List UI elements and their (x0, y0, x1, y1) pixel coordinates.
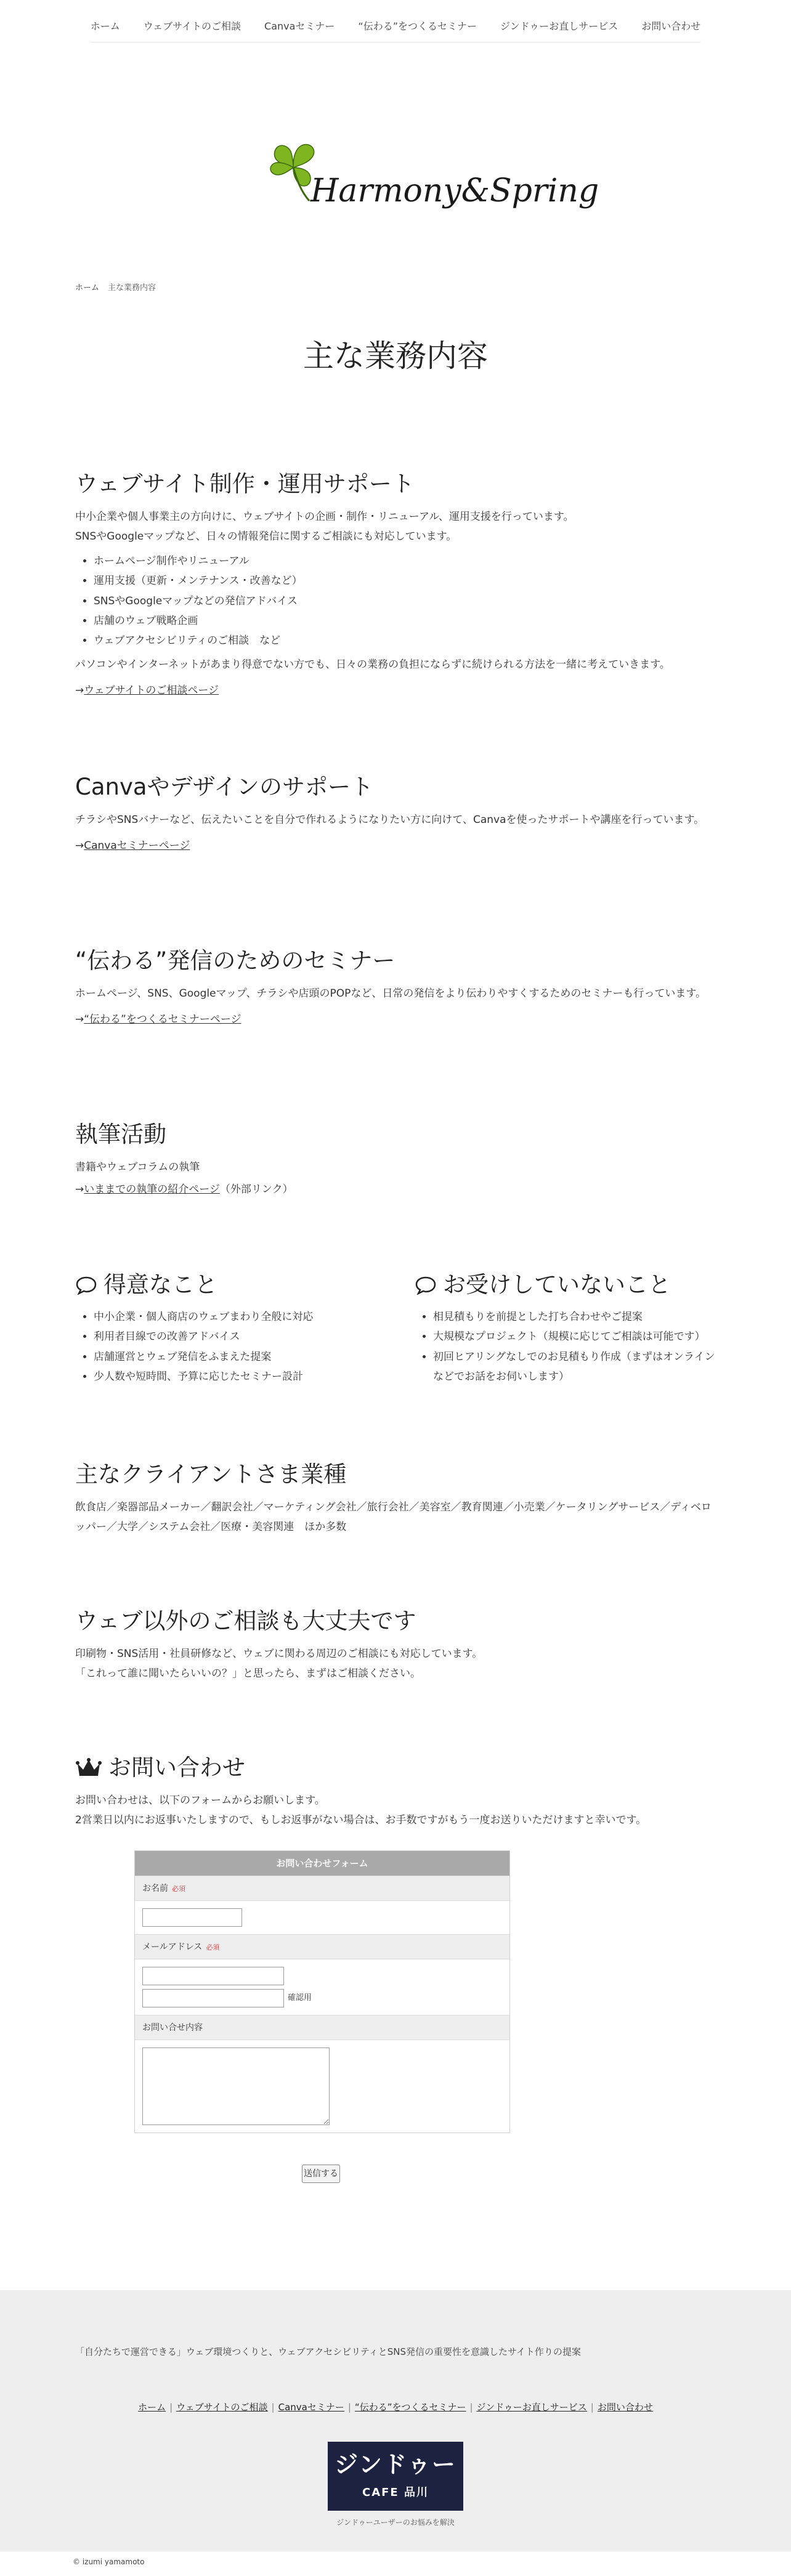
name-field-row (135, 1900, 509, 1934)
section-canva (75, 772, 716, 856)
badge-caption: ジンドゥーユーザーのお悩みを解決 (336, 2518, 455, 2527)
required-mark: 必須 (172, 1885, 185, 1893)
not-accepted-column (415, 1270, 716, 1387)
email-label: メールアドレス (142, 1942, 203, 1952)
logo-wordmark: Harmony&Spring (310, 172, 599, 209)
footer-link-home[interactable]: ホーム (138, 2402, 166, 2413)
arrow: → (75, 839, 84, 852)
tsutawaru-seminar-link[interactable]: “伝わる”をつくるセミナーページ (84, 1013, 241, 1026)
page-title: 主な業務内容 (303, 338, 488, 374)
nav-item-tsutawaru-seminar[interactable]: “伝わる”をつくるセミナー (358, 20, 477, 32)
section-title: Canvaやデザインのサポート (75, 774, 373, 800)
breadcrumb-current: 主な業務内容 (108, 283, 156, 293)
section-web-support (75, 469, 716, 700)
badge-sub-text: CAFE 品川 (362, 2486, 429, 2499)
link-line (75, 681, 716, 700)
section-title (75, 1270, 376, 1300)
arrow: → (75, 684, 84, 697)
list-item: • 店舗のウェブ戦略企画 (94, 611, 716, 631)
separator: | (169, 2402, 173, 2413)
message-field-row (135, 2039, 509, 2132)
not-accepted-title: お受けしていないこと (443, 1271, 671, 1298)
email-input[interactable] (142, 1967, 284, 1985)
list-item: • 大規模なプロジェクト（規模に応じてご相談は可能です） (433, 1327, 716, 1347)
strengths-list (94, 1307, 376, 1387)
submit-button[interactable]: 送信する (302, 2165, 340, 2183)
section-contact (75, 1753, 716, 1830)
section-text: 飲食店／楽器部品メーカー／翻訳会社／マーケティング会社／旅行会社／美容室／教育関連／小売業／ケータリングサービス／ディベロッパー／大学／システム会社／医療・美容関連 ほか多数 (75, 1501, 712, 1533)
separator: | (271, 2402, 275, 2413)
required-mark: 必須 (206, 1943, 220, 1951)
list-item: • 少人数や短時間、予算に応じたセミナー設計 (94, 1367, 376, 1387)
list-item: • 中小企業・個人商店のウェブまわり全般に対応 (94, 1307, 376, 1327)
footer-link-website-consult[interactable]: ウェブサイトのご相談 (176, 2402, 268, 2413)
section-title: 主なクライアントさま業種 (75, 1461, 347, 1488)
external-note: （外部リンク） (219, 1183, 293, 1196)
section-text: 「これって誰に聞いたらいいの？」と思ったら、まずはご相談ください。 (75, 1667, 421, 1680)
badge-main-text: ジンドゥー (334, 2451, 457, 2478)
separator: | (469, 2402, 473, 2413)
nav-item-website-consult[interactable]: ウェブサイトのご相談 (143, 20, 241, 32)
writing-link[interactable]: いままでの執筆の紹介ページ (84, 1183, 220, 1196)
nav-item-jimdo-service[interactable]: ジンドゥーお直しサービス (500, 20, 619, 32)
name-label: お名前 (142, 1884, 168, 1894)
contact-title: お問い合わせ (108, 1754, 245, 1781)
section-text: 印刷物・SNS活用・社員研修など、ウェブに関わる周辺のご相談にも対応しています。 (75, 1648, 483, 1661)
section-text: 2営業日以内にお返事いたしますので、もしお返事がない場合は、お手数ですがもう一度お送りいただけますと幸いです。 (75, 1813, 647, 1826)
nav-item-contact[interactable]: お問い合わせ (641, 20, 701, 32)
section-title: “伝わる”発信のためのセミナー (75, 947, 396, 974)
footer-tagline: 「自分たちで運営できる」ウェブ環境つくりと、ウェブアクセシビリティとSNS発信の重要性を意識したサイト作りの提案 (75, 2346, 581, 2357)
breadcrumb (75, 281, 156, 296)
section-other-consult (75, 1606, 716, 1683)
email-confirm-row (142, 1989, 502, 2007)
section-writing (75, 1120, 716, 1199)
message-label: お問い合せ内容 (142, 2023, 203, 2033)
section-title: 執筆活動 (75, 1121, 166, 1148)
not-accepted-list (433, 1307, 716, 1387)
footer-nav (0, 2399, 791, 2416)
message-textarea[interactable] (142, 2047, 330, 2125)
jimdo-cafe-badge[interactable] (328, 2442, 463, 2511)
arrow: → (75, 1183, 84, 1196)
list-item: • ウェブアクセシビリティのご相談 など (94, 631, 716, 650)
nav-item-home[interactable]: ホーム (90, 20, 120, 32)
copyright: © izumi yamamoto (73, 2558, 145, 2566)
separator: | (347, 2402, 351, 2413)
website-consult-link[interactable]: ウェブサイトのご相談ページ (84, 684, 219, 697)
section-text: SNSやGoogleマップなど、日々の情報発信に関するご相談にも対応しています。 (75, 530, 457, 543)
arrow: → (75, 1013, 84, 1026)
list-item: • SNSやGoogleマップなどの発信アドバイス (94, 591, 716, 611)
section-title (415, 1270, 716, 1300)
strengths-title: 得意なこと (103, 1271, 217, 1298)
section-title: ウェブ以外のご相談も大丈夫です (75, 1608, 416, 1634)
section-text: 中小企業や個人事業主の方向けに、ウェブサイトの企画・制作・リニューアル、運用支援を行っています。 (75, 511, 574, 524)
separator: | (590, 2402, 594, 2413)
footer-link-contact[interactable]: お問い合わせ (597, 2402, 653, 2413)
section-text: チラシやSNSバナーなど、伝えたいことを自分で作れるようになりたい方に向けて、Canvaを使ったサポートや講座を行っています。 (75, 814, 705, 827)
speech-bubble-icon (415, 1275, 437, 1295)
list-item: • 利用者目線での改善アドバイス (94, 1327, 376, 1347)
list-item: • ホームページ制作やリニューアル (94, 551, 716, 571)
email-label-row (135, 1934, 509, 1959)
list-item: • 店舗運営とウェブ発信をふまえた提案 (94, 1347, 376, 1367)
list-item: • 運用支援（更新・メンテナンス・改善など） (94, 571, 716, 591)
top-nav-list (91, 11, 700, 43)
nav-item-canva-seminar[interactable]: Canvaセミナー (264, 20, 335, 32)
strengths-column (75, 1270, 376, 1387)
section-seminar (75, 946, 716, 1029)
breadcrumb-home[interactable]: ホーム (75, 283, 100, 293)
section-text: パソコンやインターネットがあまり得意でない方でも、日々の業務の負担にならずに続けられる方法を一緒に考えていきます。 (75, 658, 670, 671)
message-label-row (135, 2015, 509, 2039)
canva-seminar-link[interactable]: Canvaセミナーページ (84, 839, 190, 852)
top-nav (0, 11, 791, 43)
speech-bubble-icon (75, 1275, 97, 1295)
name-input[interactable] (142, 1908, 242, 1927)
link-line (75, 836, 716, 856)
email-confirm-input[interactable] (142, 1989, 284, 2007)
section-clients (75, 1460, 716, 1537)
section-title (75, 1753, 716, 1783)
service-list (94, 551, 716, 650)
list-item: • 相見積もりを前提とした打ち合わせやご提案 (433, 1307, 716, 1327)
section-title: ウェブサイト制作・運用サポート (75, 471, 415, 497)
link-line (75, 1180, 716, 1199)
form-header: お問い合わせフォーム (135, 1851, 509, 1876)
site-logo[interactable] (266, 137, 599, 217)
footer-link-canva-seminar[interactable]: Canvaセミナー (278, 2402, 344, 2413)
footer (0, 2290, 791, 2551)
name-label-row (135, 1876, 509, 1900)
link-line (75, 1010, 716, 1029)
contact-form (134, 1850, 510, 2133)
email-field-row (135, 1959, 509, 2015)
list-item: • 初回ヒアリングなしでのお見積もり作成（まずはオンラインなどでお話をお伺いします） (433, 1347, 716, 1387)
footer-link-jimdo-service[interactable]: ジンドゥーお直しサービス (476, 2402, 587, 2413)
section-text: お問い合わせは、以下のフォームからお願いします。 (75, 1794, 325, 1807)
confirm-label: 確認用 (288, 1993, 312, 2003)
section-text: 書籍やウェブコラムの執筆 (75, 1161, 200, 1174)
footer-link-tsutawaru-seminar[interactable]: “伝わる”をつくるセミナー (354, 2402, 466, 2413)
strengths-and-exclusions (75, 1270, 716, 1387)
crown-icon (75, 1757, 102, 1778)
section-text: ホームページ、SNS、Googleマップ、チラシや店頭のPOPなど、日常の発信をより伝わりやすくするためのセミナーも行っています。 (75, 987, 707, 1000)
